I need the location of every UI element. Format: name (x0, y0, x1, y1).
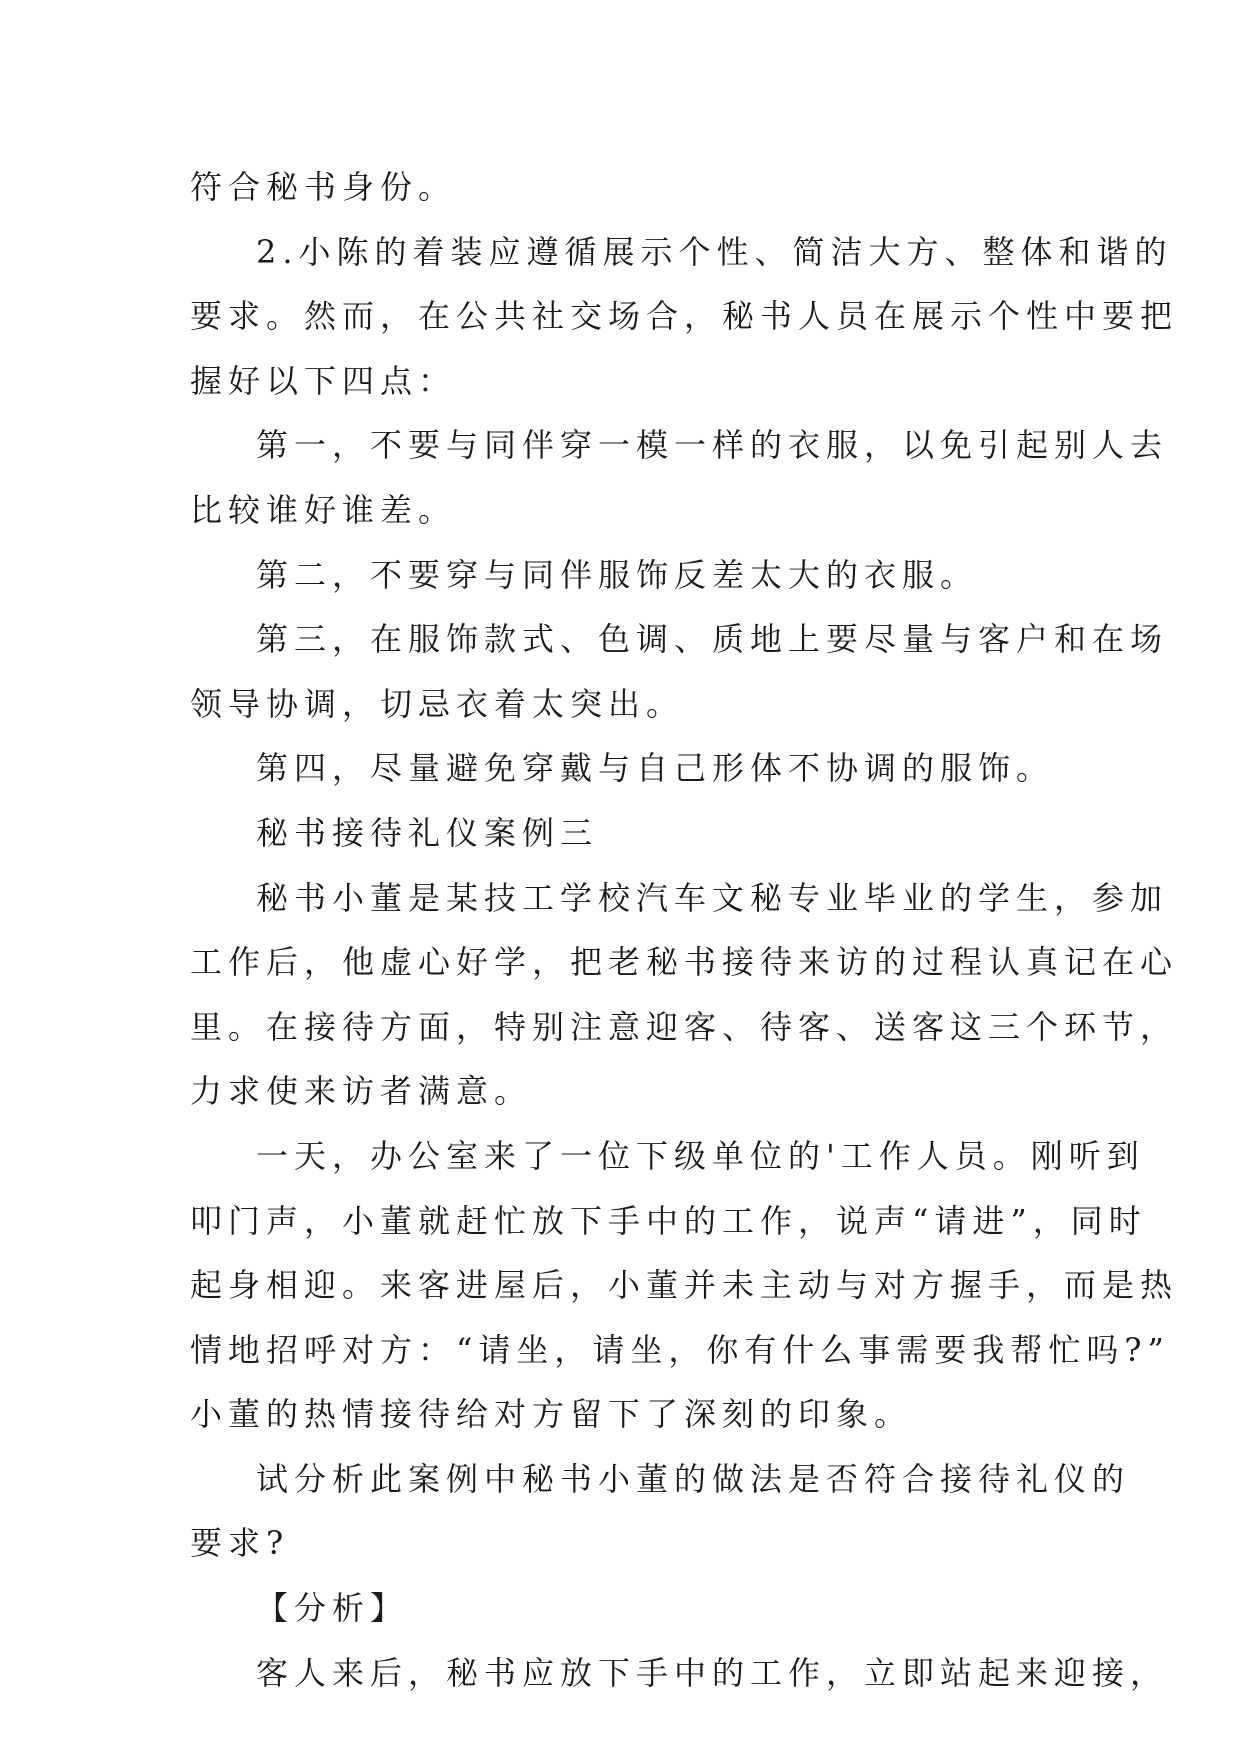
text-line: 情地招呼对方：“请坐，请坐，你有什么事需要我帮忙吗?” (190, 1330, 1170, 1369)
text-line: 比较谁好谁差。 (190, 490, 457, 529)
text-line: 里。在接待方面，特别注意迎客、待客、送客这三个环节， (190, 1007, 1179, 1046)
text-line: 叩门声，小董就赶忙放下手中的工作，说声“请进”，同时 (190, 1201, 1147, 1240)
text-line: 握好以下四点： (190, 361, 457, 400)
text-line: 工作后，他虚心好学，把老秘书接待来访的过程认真记在心 (190, 943, 1179, 982)
text-line: 领导协调，切忌衣着太突出。 (190, 684, 685, 723)
text-line: 小董的热情接待给对方留下了深刻的印象。 (190, 1395, 913, 1434)
section-heading: 秘书接待礼仪案例三 (256, 813, 599, 852)
text-line: 要求? (190, 1524, 290, 1563)
text-line: 2.小陈的着装应遵循展示个性、简洁大方、整体和谐的 (256, 232, 1173, 271)
text-line: 第二，不要穿与同伴服饰反差太大的衣服。 (256, 555, 979, 594)
text-line: 起身相迎。来客进屋后，小董并未主动与对方握手，而是热 (190, 1266, 1179, 1305)
text-line: 一天，办公室来了一位下级单位的'工作人员。刚听到 (256, 1136, 1145, 1175)
text-line: 第四，尽量避免穿戴与自己形体不协调的服饰。 (256, 749, 1055, 788)
text-line: 力求使来访者满意。 (190, 1072, 533, 1111)
text-line: 要求。然而，在公共社交场合，秘书人员在展示个性中要把 (190, 297, 1179, 336)
text-line: 试分析此案例中秘书小董的做法是否符合接待礼仪的 (256, 1459, 1131, 1498)
document-page (190, 155, 1179, 1705)
text-line: 第三，在服饰款式、色调、质地上要尽量与客户和在场 (256, 620, 1169, 659)
text-line: 秘书小董是某技工学校汽车文秘专业毕业的学生，参加 (256, 878, 1169, 917)
text-line: 符合秘书身份。 (190, 168, 457, 206)
analysis-heading: 【分析】 (256, 1589, 409, 1628)
text-line: 客人来后，秘书应放下手中的工作，立即站起来迎接， (256, 1653, 1169, 1692)
text-line: 第一，不要与同伴穿一模一样的衣服，以免引起别人去 (256, 426, 1169, 465)
